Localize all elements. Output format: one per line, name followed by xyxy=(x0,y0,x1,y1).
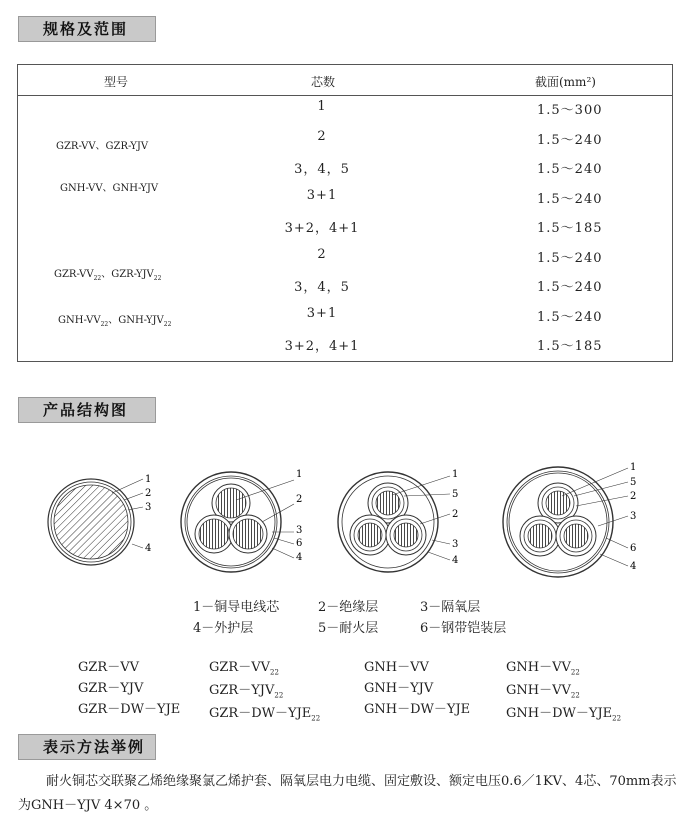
model-c2-2: $GZR-YJV_{22}$ xyxy=(209,683,284,700)
d2-label-6: 6 xyxy=(296,538,303,549)
cores-cell: 3+2，4+1 xyxy=(284,221,360,236)
diagram-armoured xyxy=(503,462,636,577)
section-cell: 1.5～240 xyxy=(537,250,603,266)
cable-diagrams xyxy=(40,460,680,600)
model-c3-3: GNH－DW－YJE xyxy=(364,702,471,717)
diagram-single-core xyxy=(48,474,151,565)
legend-2: 2－绝缘层 xyxy=(318,600,379,615)
legend-6: 6－钢带铠装层 xyxy=(420,621,507,636)
d3-label-5: 5 xyxy=(452,489,459,500)
model-c1-3: GZR－DW－YJE xyxy=(78,702,181,717)
model-c2-1: $GZR-VV_{22}$ xyxy=(209,660,279,677)
cores-cell: 1 xyxy=(317,99,327,114)
d3-label-1: 1 xyxy=(452,469,459,480)
section-cell: 1.5～240 xyxy=(537,280,603,295)
table-header xyxy=(18,65,672,96)
diagram-three-core xyxy=(181,469,302,572)
cores-cell: 3，4，5 xyxy=(294,280,350,295)
d4-label-5: 5 xyxy=(630,477,637,488)
d2-label-2: 2 xyxy=(296,494,303,505)
diagram-fire-resistant xyxy=(338,469,458,572)
cores-cell: 3+1 xyxy=(306,187,338,203)
d2-label-4: 4 xyxy=(296,552,303,563)
cores-cell: 3+2，4+1 xyxy=(284,339,360,354)
model-c3-2: GNH－YJV xyxy=(364,681,434,696)
d4-label-4: 4 xyxy=(630,561,637,572)
model-c1-2: GZR－YJV xyxy=(78,681,144,696)
model-c1-1: GZR－VV xyxy=(78,660,139,675)
cores-cell: 2 xyxy=(317,128,327,144)
section-cell: 1.5～185 xyxy=(537,221,603,236)
section-title-spec: 规格及范围 xyxy=(18,16,156,42)
model-group1-b: GNH-VV、GNH-YJV xyxy=(60,183,159,194)
d4-label-2: 2 xyxy=(630,491,637,502)
model-c3-1: GNH－VV xyxy=(364,660,429,675)
section-cell: 1.5～240 xyxy=(537,309,603,325)
d3-label-3: 3 xyxy=(452,539,459,550)
model-c2-3: $GZR-DW-YJE_{22}$ xyxy=(209,706,321,723)
d2-label-3: 3 xyxy=(296,525,303,536)
model-c4-1: $GNH-VV_{22}$ xyxy=(506,660,580,677)
header-section: 截面(mm²) xyxy=(535,75,596,89)
model-c4-3: $GNH-DW-YJE_{22}$ xyxy=(506,706,622,723)
section-cell: 1.5～240 xyxy=(537,191,603,207)
d1-label-3: 3 xyxy=(145,502,152,513)
cores-cell: 2 xyxy=(317,246,327,262)
header-model: 型号 xyxy=(104,75,129,89)
section-title-structure: 产品结构图 xyxy=(18,397,156,423)
section-cell: 1.5～240 xyxy=(537,162,603,177)
section-cell: 1.5～300 xyxy=(537,103,603,118)
spec-table xyxy=(17,64,673,362)
section-title-example: 表示方法举例 xyxy=(18,734,156,760)
model-c4-2: $GNH-VV_{22}$ xyxy=(506,683,580,700)
cores-cell: 3+1 xyxy=(306,305,338,321)
d3-label-4: 4 xyxy=(452,555,459,566)
section-cell: 1.5～240 xyxy=(537,132,603,148)
d3-label-2: 2 xyxy=(452,509,459,520)
model-group1-a: GZR-VV、GZR-YJV xyxy=(56,141,149,152)
d1-label-4: 4 xyxy=(145,543,152,554)
section-cell: 1.5～185 xyxy=(537,339,603,354)
model-group2-a: GZR-$VV_{22}$、GZR-$YJV_{22}$ xyxy=(54,269,162,282)
d2-label-1: 1 xyxy=(296,469,303,480)
cores-cell: 3，4，5 xyxy=(294,162,350,177)
model-group2-b: GNH-$VV_{22}$、GNH-$YJV_{22}$ xyxy=(58,315,172,328)
legend-4: 4－外护层 xyxy=(193,621,254,636)
example-paragraph: 耐火铜芯交联聚乙烯绝缘聚氯乙烯护套、隔氧层电力电缆、固定敷设、额定电压0.6／1KV、4芯、70mm表示为GNH－YJV 4×70 。 xyxy=(18,774,677,813)
header-cores: 芯数 xyxy=(311,75,336,89)
d4-label-6: 6 xyxy=(630,543,637,554)
d1-label-2: 2 xyxy=(145,488,152,499)
d1-label-1: 1 xyxy=(145,474,152,485)
d4-label-1: 1 xyxy=(630,462,637,473)
legend-5: 5－耐火层 xyxy=(318,621,379,636)
d4-label-3: 3 xyxy=(630,511,637,522)
legend-3: 3－隔氧层 xyxy=(420,600,481,615)
legend-1: 1－铜导电线芯 xyxy=(193,600,280,615)
